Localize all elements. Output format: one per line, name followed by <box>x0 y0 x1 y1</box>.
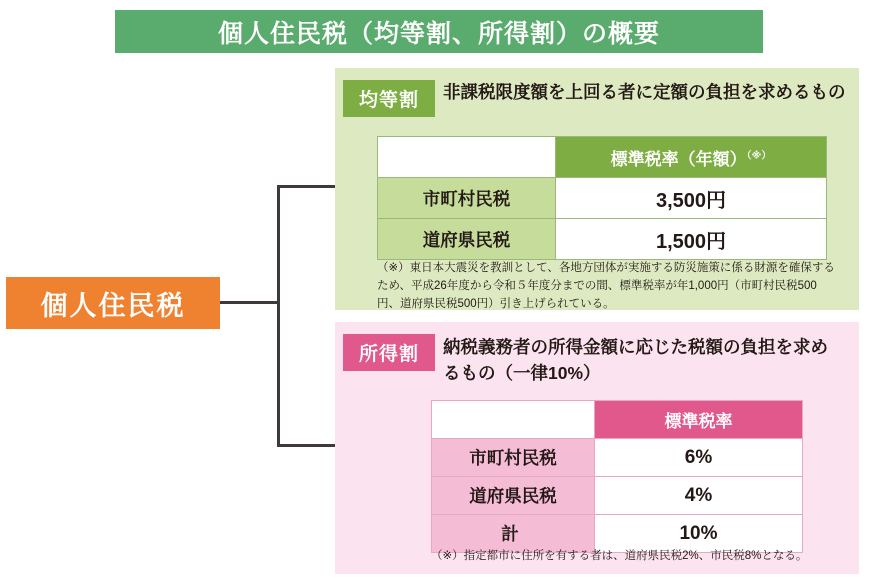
table-row <box>432 515 803 553</box>
kintou-header-rate-note: （※） <box>746 149 772 161</box>
connector-line-to-kintou <box>277 185 335 188</box>
shotoku-row-label-total: 計 <box>432 515 595 553</box>
table-header-row <box>432 401 803 439</box>
kintou-wari-head-label: 均等割 <box>358 90 419 111</box>
table-row <box>432 439 803 477</box>
kintou-wari-panel <box>335 68 859 310</box>
shotoku-wari-panel <box>335 322 859 574</box>
kintou-row-value-doufuken: 1,500円 <box>556 219 827 260</box>
shotoku-row-value-total: 10% <box>595 515 803 553</box>
kintou-row-label-shichouson: 市町村民税 <box>378 178 556 219</box>
kintou-wari-note: （※）東日本大震災を教訓として、各地方団体が実施する防災施策に係る財源を確保するため、平成26年度から令和５年度分までの間、標準税率が年1,000円（市町村民税500円、道府県民税500円）引き上げられている。 <box>377 262 835 310</box>
table-header-row <box>378 137 827 178</box>
connector-line-vertical <box>277 185 280 447</box>
table-row <box>378 178 827 219</box>
page-title-bar <box>115 10 763 53</box>
connector-line-horizontal-main <box>220 301 280 304</box>
kintou-row-value-shichouson: 3,500円 <box>556 178 827 219</box>
kintou-row-label-doufuken: 道府県民税 <box>378 219 556 260</box>
shotoku-wari-table <box>431 400 803 553</box>
connector-line-to-shotoku <box>277 444 335 447</box>
main-label-box <box>6 277 220 329</box>
shotoku-row-label-doufuken: 道府県民税 <box>432 477 595 515</box>
shotoku-wari-note: （※）指定都市に住所を有する者は、道府県民税2%、市民税8%となる。 <box>431 550 808 562</box>
page-title: 個人住民税（均等割、所得割）の概要 <box>217 19 660 48</box>
kintou-wari-head <box>343 80 435 117</box>
shotoku-wari-description: 納税義務者の所得金額に応じた税額の負担を求めるもの（一律10%） <box>443 337 828 384</box>
main-label-text: 個人住民税 <box>40 290 186 321</box>
shotoku-header-blank <box>432 401 595 439</box>
shotoku-row-value-shichouson: 6% <box>595 439 803 477</box>
shotoku-row-label-shichouson: 市町村民税 <box>432 439 595 477</box>
shotoku-header-rate: 標準税率 <box>595 401 803 439</box>
shotoku-row-value-doufuken: 4% <box>595 477 803 515</box>
kintou-header-rate-label: 標準税率（年額） <box>610 149 747 169</box>
shotoku-wari-head-label: 所得割 <box>358 344 419 365</box>
kintou-header-blank <box>378 137 556 178</box>
shotoku-wari-head <box>343 334 435 371</box>
table-row <box>378 219 827 260</box>
kintou-wari-table <box>377 136 827 260</box>
table-row <box>432 477 803 515</box>
kintou-wari-description: 非課税限度額を上回る者に定額の負担を求めるもの <box>443 82 846 102</box>
kintou-header-rate <box>556 137 827 178</box>
